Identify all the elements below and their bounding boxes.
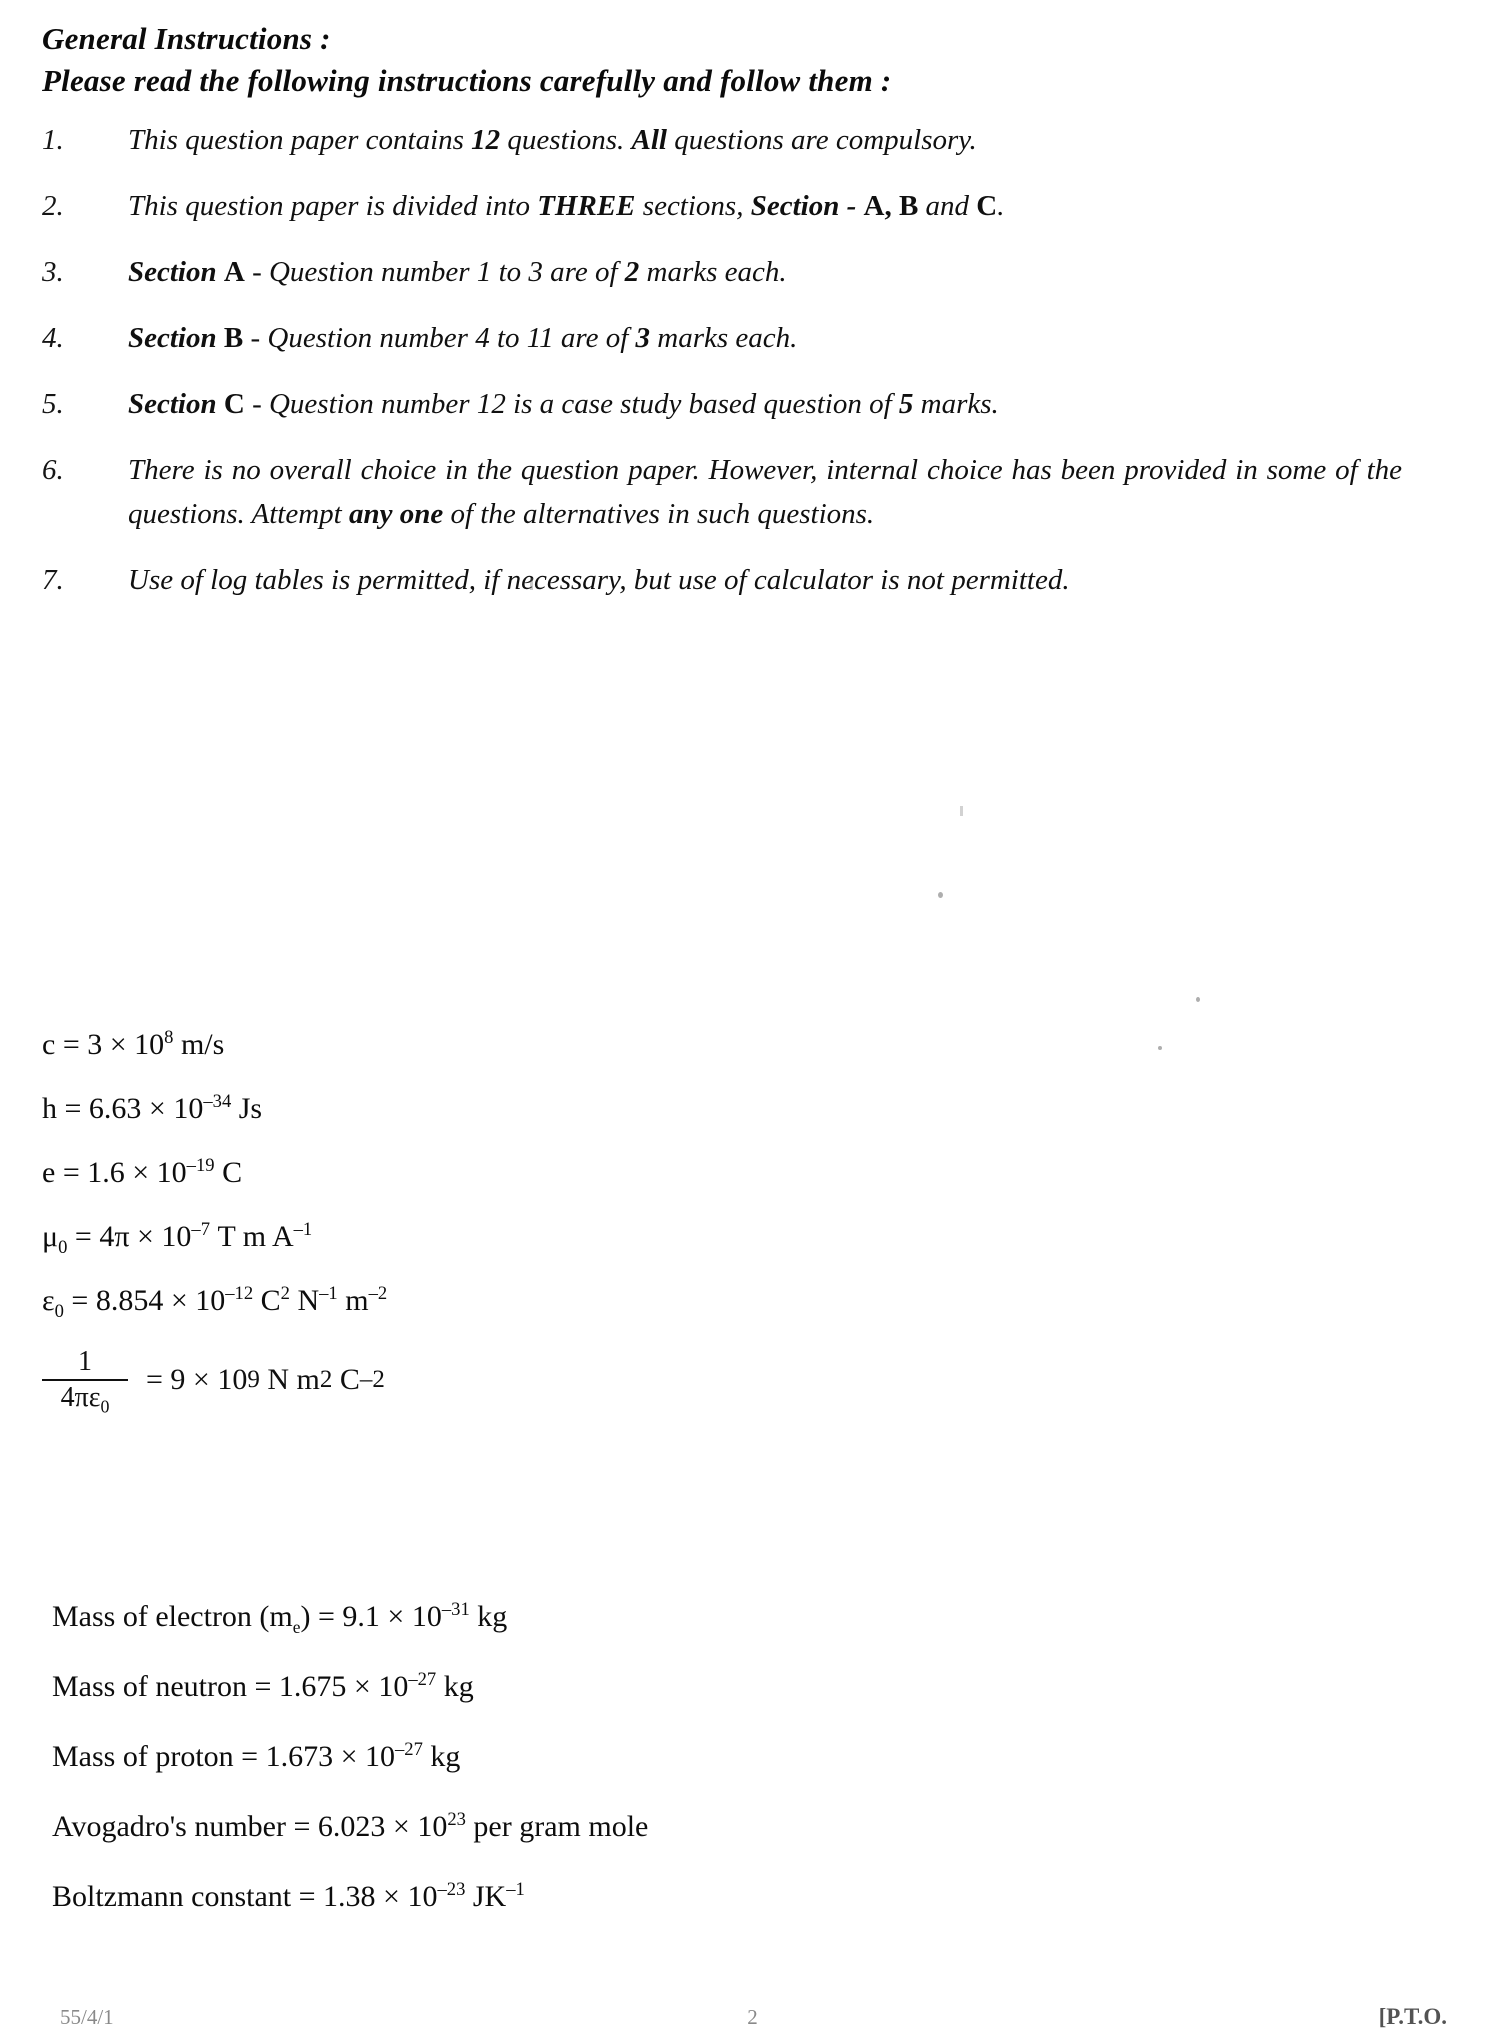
multiplication-sign: ×: [353, 1670, 371, 1703]
instruction-number: 5.: [42, 388, 64, 420]
instruction-text: Section C - Question number 12 is a case study based question of 5 marks.: [128, 388, 999, 420]
constant-planck: [42, 1092, 1242, 1126]
denominator-text: 4πε: [60, 1382, 101, 1413]
instructions-subtitle: Please read the following instructions carefully and follow them :: [42, 63, 892, 98]
fraction-numerator: 1: [78, 1346, 92, 1377]
instruction-number: 3.: [42, 256, 64, 288]
constant-symbol: e: [42, 1156, 56, 1189]
fraction-denominator: [57, 1381, 114, 1417]
physical-constants-block: [42, 1028, 1242, 1438]
mass-label-subscript: e: [292, 1617, 301, 1637]
constant-unit-exponent: –1: [293, 1219, 313, 1240]
instruction-number: 2.: [42, 190, 64, 222]
instructions-list: [42, 118, 1462, 624]
mass-label-end: ) =: [300, 1600, 335, 1633]
constant-permittivity: [42, 1283, 1242, 1322]
unit-coulomb: C: [260, 1284, 281, 1317]
constant-base: 10: [134, 1028, 165, 1061]
avogadro-label: Avogadro's number =: [52, 1810, 311, 1843]
general-instructions-heading: [42, 18, 1242, 102]
equals-sign: =: [62, 1028, 80, 1061]
multiplication-sign: ×: [387, 1600, 405, 1633]
unit-newton: N: [267, 1363, 290, 1396]
mass-exponent: –27: [408, 1669, 437, 1690]
constant-exponent: –19: [186, 1155, 215, 1176]
page-footer: [0, 2000, 1505, 2030]
instruction-item-4: [42, 316, 1462, 360]
multiplication-sign: ×: [170, 1284, 188, 1317]
mass-base: 10: [378, 1670, 409, 1703]
multiplication-sign: ×: [136, 1220, 154, 1253]
multiplication-sign: ×: [383, 1880, 400, 1913]
constant-exponent: –7: [191, 1219, 210, 1240]
mass-of-neutron: [52, 1670, 1252, 1704]
instruction-text: This question paper contains 12 questions. All questions are compulsory.: [128, 124, 977, 156]
mass-label: Mass of proton =: [52, 1740, 259, 1773]
constant-subscript: 0: [54, 1301, 64, 1322]
constant-base: 10: [217, 1363, 248, 1396]
equals-sign: =: [62, 1156, 80, 1189]
avogadro-unit: per gram mole: [473, 1810, 649, 1843]
mass-unit: kg: [443, 1670, 474, 1703]
unit-newton-exponent: –1: [319, 1283, 338, 1304]
constant-base: 10: [161, 1220, 192, 1253]
boltzmann-exponent: –23: [437, 1879, 466, 1900]
boltzmann-base: 10: [407, 1880, 438, 1913]
unit-metre: m: [345, 1284, 369, 1317]
constant-symbol: h: [42, 1092, 57, 1125]
instruction-number: 7.: [42, 564, 64, 596]
avogadro-base: 10: [417, 1810, 448, 1843]
instruction-number: 6.: [42, 454, 64, 486]
equals-sign: =: [71, 1284, 89, 1317]
mass-unit: kg: [477, 1600, 508, 1633]
boltzmann-label: Boltzmann constant =: [52, 1880, 316, 1913]
equals-sign: =: [64, 1092, 82, 1125]
mass-exponent: –31: [441, 1599, 470, 1620]
instruction-text: This question paper is divided into THREE sections, Section - A, B and C.: [128, 190, 1005, 222]
constant-mantissa: 6.63: [88, 1092, 142, 1125]
instruction-item-3: [42, 250, 1462, 294]
avogadro-mantissa: 6.023: [317, 1810, 386, 1843]
scan-speck: [530, 578, 533, 590]
constant-base: 10: [156, 1156, 187, 1189]
constant-symbol: c: [42, 1028, 56, 1061]
constant-exponent: 8: [164, 1027, 174, 1048]
constant-coulomb-constant: [42, 1346, 1242, 1417]
boltzmann-unit-exponent: –1: [506, 1879, 525, 1900]
boltzmann-constant: [52, 1880, 1252, 1914]
constant-unit: Js: [238, 1092, 263, 1125]
paper-code: 55/4/1: [60, 2005, 114, 2029]
avogadro-exponent: 23: [447, 1809, 466, 1830]
mass-label: Mass of electron (m: [52, 1600, 293, 1633]
mass-exponent: –27: [395, 1739, 423, 1760]
instruction-text: Section A - Question number 1 to 3 are of 2 marks each.: [128, 256, 787, 288]
unit-newton: N: [297, 1284, 320, 1317]
mass-of-electron: [52, 1599, 1252, 1637]
instruction-number: 4.: [42, 322, 64, 354]
equals-sign: =: [146, 1363, 163, 1396]
constant-base: 10: [195, 1284, 226, 1317]
instruction-item-7: [42, 558, 1462, 602]
scan-speck: [1158, 1046, 1162, 1050]
unit-metre-exponent: 2: [319, 1366, 333, 1393]
constant-exponent: –12: [225, 1283, 254, 1304]
constant-mantissa: 8.854: [95, 1284, 164, 1317]
instructions-title: General Instructions :: [42, 21, 331, 56]
pto-marker: [P.T.O.: [1378, 2004, 1447, 2029]
scan-speck: [960, 806, 963, 816]
constant-exponent: –34: [203, 1091, 232, 1112]
mass-mantissa: 1.673: [265, 1740, 334, 1773]
unit-metre: m: [296, 1363, 320, 1396]
constant-symbol: ε: [42, 1284, 55, 1317]
mass-of-proton: [52, 1740, 1252, 1774]
multiplication-sign: ×: [392, 1810, 410, 1843]
mass-mantissa: 9.1: [342, 1600, 380, 1633]
constant-unit: m/s: [180, 1028, 225, 1061]
unit-coulomb-exponent: –2: [359, 1366, 385, 1393]
instruction-text: Use of log tables is permitted, if necessary, but use of calculator is not permitted.: [128, 564, 1070, 596]
scan-speck: [938, 892, 943, 898]
constant-unit: T m A: [217, 1220, 294, 1253]
multiplication-sign: ×: [132, 1156, 150, 1189]
mass-label: Mass of neutron =: [52, 1670, 272, 1703]
mass-mantissa: 1.675: [278, 1670, 347, 1703]
equals-sign: =: [74, 1220, 92, 1253]
fraction-one-over-four-pi-epsilon: [42, 1346, 128, 1417]
constant-subscript: 0: [58, 1237, 68, 1258]
instruction-item-6: [42, 448, 1462, 536]
mass-base: 10: [411, 1600, 442, 1633]
multiplication-sign: ×: [192, 1363, 210, 1396]
multiplication-sign: ×: [148, 1092, 166, 1125]
unit-coulomb: C: [339, 1363, 360, 1396]
boltzmann-mantissa: 1.38: [323, 1880, 376, 1913]
instruction-number: 1.: [42, 124, 64, 156]
masses-block: [52, 1600, 1252, 1950]
constant-base: 10: [173, 1092, 204, 1125]
multiplication-sign: ×: [109, 1028, 127, 1061]
instruction-item-2: [42, 184, 1462, 228]
constant-speed-of-light: [42, 1028, 1242, 1062]
avogadro-number: [52, 1810, 1252, 1844]
constant-mantissa: 3: [87, 1028, 103, 1061]
mass-base: 10: [365, 1740, 395, 1773]
constant-exponent: 9: [247, 1366, 260, 1393]
instruction-item-1: [42, 118, 1462, 162]
unit-metre-exponent: –2: [368, 1283, 388, 1304]
instruction-text: There is no overall choice in the question paper. However, internal choice has been provided in some of the questions. Attempt any one of the alternatives in such questions.: [128, 454, 1402, 530]
boltzmann-unit: JK: [472, 1880, 507, 1913]
scan-speck: [1196, 997, 1200, 1002]
constant-mantissa: 4π: [99, 1220, 130, 1253]
constant-symbol: μ: [42, 1220, 59, 1253]
constant-permeability: [42, 1219, 1242, 1258]
unit-coulomb-exponent: 2: [280, 1283, 290, 1304]
denominator-subscript: 0: [100, 1396, 110, 1417]
page-number: 2: [747, 2005, 758, 2029]
multiplication-sign: ×: [340, 1740, 358, 1773]
constant-mantissa: 1.6: [87, 1156, 125, 1189]
constant-electron-charge: [42, 1156, 1242, 1190]
instruction-text: Section B - Question number 4 to 11 are of 3 marks each.: [128, 322, 798, 354]
constant-mantissa: 9: [170, 1363, 186, 1396]
instruction-item-5: [42, 382, 1462, 426]
mass-unit: kg: [430, 1740, 461, 1773]
constant-unit: C: [222, 1156, 243, 1189]
